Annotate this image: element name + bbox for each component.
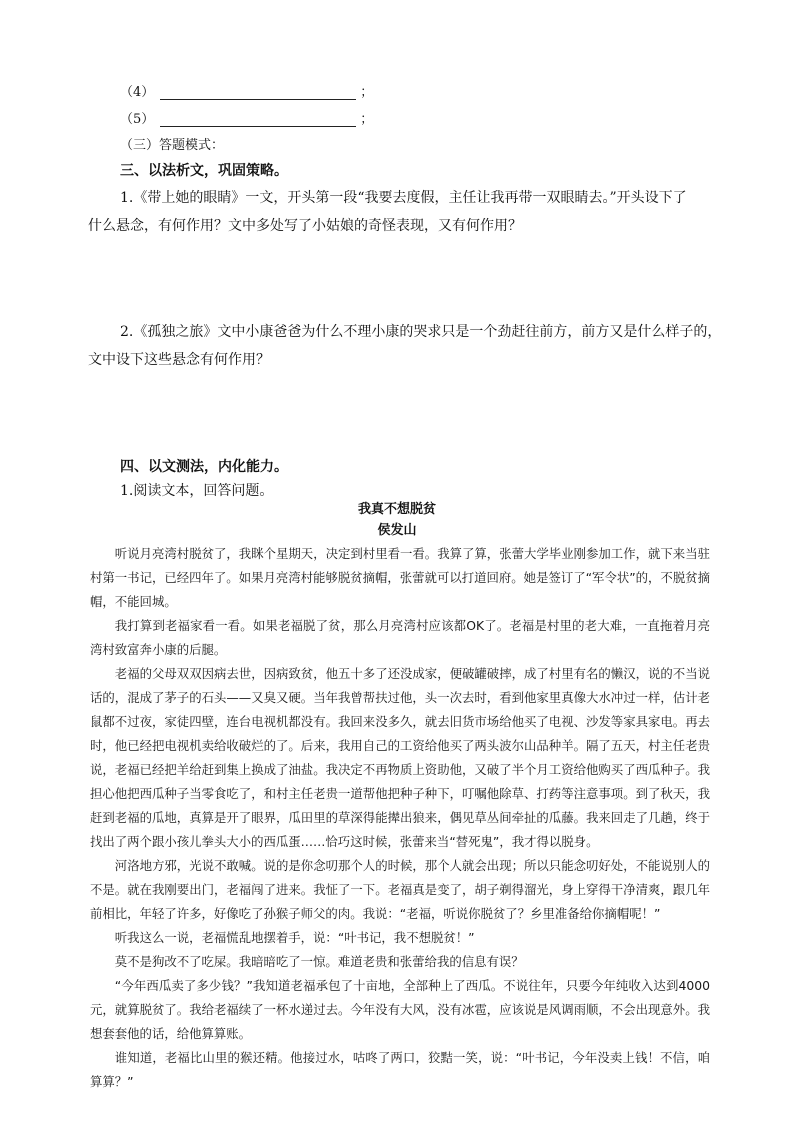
article-paragraph: 谁知道，老福比山里的猴还精。他接过水，咕咚了两口，狡黠一笑，说：“叶书记，今年没卖上钱！不信，咱算算？” bbox=[90, 1050, 710, 1089]
article-paragraph: 老福的父母双双因病去世，因病致贫，他五十多了还没成家，便破罐破摔，成了村里有名的懒汉，说的不当说话的，混成了茅子的石头——又臭又硬。当年我曾帮扶过他，头一次去时，看到他家里真像大水冲过一样，估计老鼠都不过夜，家徒四壁，连台电视机都没有。我回来没多久，就去旧货市场给他买了电视、沙发等家具家电。再去时，他已经把电视机卖给收破烂的了。后来，我用自己的工资给他买了两头波尔山品种羊。隔了五天，村主任老贵说，老福已经把羊给赶到集上换成了油盐。我决定不再物质上资助他，又破了半个月工资给他购买了西瓜种子。我担心他把西瓜种子当零食吃了，和村主任老贵一道帮他把种子种下，叮嘱他除草、打药等注意事项。到了秋天，我赶到老福的瓜地，真算是开了眼界，瓜田里的草深得能撵出狼来，偶见草丛间牵扯的瓜藤。我来回走了几趟，终于找出了两个跟小孩儿拳头大小的西瓜蛋……恰巧这时候，张蕾来当“替死鬼”，我才得以脱身。 bbox=[90, 666, 710, 849]
question-2-line-1: 2.《孤独之旅》文中小康爸爸为什么不理小康的哭求只是一个劲赶往前方，前方又是什么样子的， bbox=[120, 324, 722, 340]
blank-label: （4） bbox=[120, 85, 155, 100]
article-paragraph: “今年西瓜卖了多少钱？”我知道老福承包了十亩地，全部种上了西瓜。不说往年，只要今年纯收入达到4000元，就算脱贫了。我给老福续了一杯水递过去。今年没有大风，没有冰雹，应该说是风调雨顺，不会出现意外。我想套套他的话，给他算算账。 bbox=[90, 978, 710, 1041]
article-body bbox=[90, 542, 710, 1094]
article-paragraph: 听说月亮湾村脱贫了，我眯个星期天，决定到村里看一看。我算了算，张蕾大学毕业刚参加工作，就下来当驻村第一书记，已经四年了。如果月亮湾村能够脱贫摘帽，张蕾就可以打道回府。她是签订了“军令状”的，不脱贫摘帽，不能回城。 bbox=[90, 546, 710, 609]
article-paragraph: 我打算到老福家看一看。如果老福脱了贫，那么月亮湾村应该都OK了。老福是村里的老大难，一直拖着月亮湾村致富奔小康的后腿。 bbox=[90, 618, 710, 657]
article-title: 我真不想脱贫 bbox=[357, 502, 436, 517]
article-paragraph: 河洛地方邪，光说不敢喊。说的是你念叨那个人的时候，那个人就会出现；所以只能念叨好处，不能说别人的不是。就在我刚要出门，老福闯了进来。我怔了一下。老福真是变了，胡子剃得溜光，身上穿得干净清爽，跟几年前相比，年轻了许多，好像吃了孙猴子师父的肉。我说：“老福，听说你脱贫了？乡里准备给你摘帽呢！” bbox=[90, 858, 710, 921]
reading-instruction: 1.阅读文本，回答问题。 bbox=[120, 483, 274, 499]
article-author: 侯发山 bbox=[377, 523, 417, 538]
blank-label: （5） bbox=[120, 112, 155, 127]
question-2-line-2: 文中设下这些悬念有何作用？ bbox=[88, 352, 270, 368]
question-1-line-1: 1.《带上她的眼睛》一文，开头第一段“我要去度假，主任让我再带一双眼睛去。”开头设下了 bbox=[120, 190, 687, 206]
answer-blank-line[interactable] bbox=[160, 85, 356, 100]
article-paragraph: 听我这么一说，老福慌乱地摆着手，说：“叶书记，我不想脱贫！” bbox=[114, 930, 475, 945]
blank-item-5 bbox=[120, 110, 373, 130]
answer-mode-label: （三）答题模式： bbox=[120, 138, 225, 153]
article-paragraph: 莫不是狗改不了吃屎。我暗暗吃了一惊。难道老贵和张蕾给我的信息有误？ bbox=[114, 954, 524, 969]
section-4-heading: 四、以文测法，内化能力。 bbox=[120, 459, 288, 475]
blank-item-4 bbox=[120, 83, 373, 103]
blank-tail: ； bbox=[360, 112, 374, 127]
answer-blank-line[interactable] bbox=[160, 112, 356, 127]
blank-tail: ； bbox=[360, 85, 374, 100]
section-3-heading: 三、以法析文，巩固策略。 bbox=[120, 163, 288, 179]
question-1-line-2: 什么悬念，有何作用？文中多处写了小姑娘的奇怪表现，又有何作用？ bbox=[88, 218, 522, 234]
